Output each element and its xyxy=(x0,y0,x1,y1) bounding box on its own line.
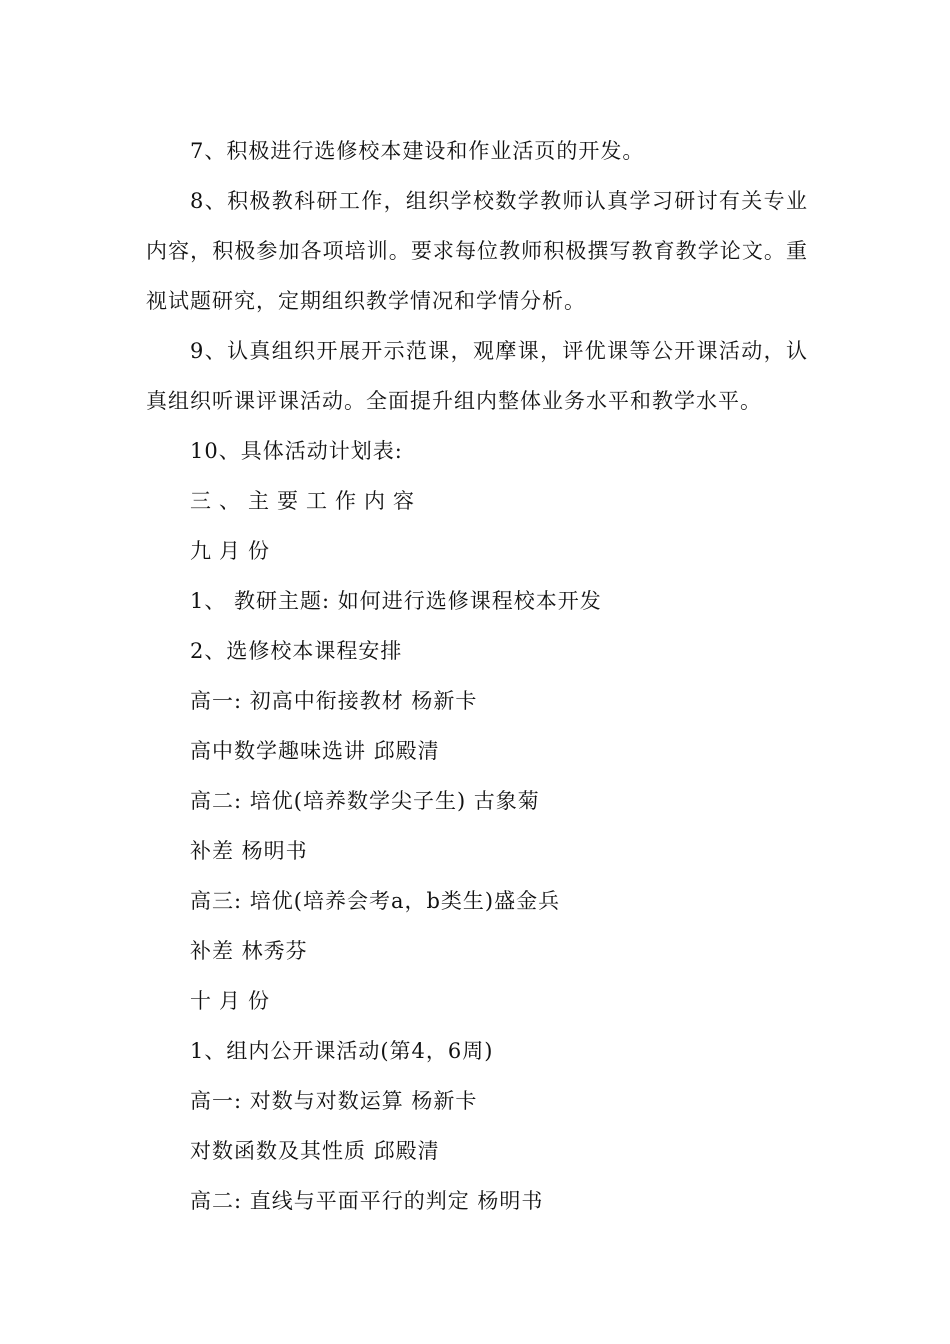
october-grade-2-lesson-a: 高二: 直线与平面平行的判定 杨明书 xyxy=(190,1189,544,1213)
month-heading-september: 九月份 xyxy=(190,539,277,563)
paragraph-item-7: 7、积极进行选修校本建设和作业活页的开发。 xyxy=(190,139,645,163)
grade-1-course-a: 高一: 初高中衔接教材 杨新卡 xyxy=(190,689,478,713)
section-heading-main-work: 三、主要工作内容 xyxy=(190,489,422,513)
paragraph-item-8: 8、积极教科研工作，组织学校数学教师认真学习研讨有关专业内容，积极参加各项培训。要求每位教师积极撰写教育教学论文。重视试题研究，定期组织教学情况和学情分析。 xyxy=(146,189,808,313)
grade-1-course-b: 高中数学趣味选讲 邱殿清 xyxy=(190,739,440,763)
october-item-1: 1、组内公开课活动(第4，6周) xyxy=(190,1039,494,1063)
document-body xyxy=(146,126,808,1226)
grade-3-course-b: 补差 林秀芬 xyxy=(190,939,308,963)
grade-2-course-a: 高二: 培优(培养数学尖子生) 古象菊 xyxy=(190,789,540,813)
paragraph-item-9: 9、认真组织开展开示范课，观摩课，评优课等公开课活动，认真组织听课评课活动。全面提升组内整体业务水平和教学水平。 xyxy=(146,339,808,413)
october-grade-1-lesson-a: 高一: 对数与对数运算 杨新卡 xyxy=(190,1089,478,1113)
september-item-1: 1、 教研主题: 如何进行选修课程校本开发 xyxy=(190,589,602,613)
grade-2-course-b: 补差 杨明书 xyxy=(190,839,308,863)
grade-3-course-a: 高三: 培优(培养会考a，b类生)盛金兵 xyxy=(190,889,561,913)
october-grade-1-lesson-b: 对数函数及其性质 邱殿清 xyxy=(190,1139,440,1163)
september-item-2: 2、选修校本课程安排 xyxy=(190,639,403,663)
month-heading-october: 十月份 xyxy=(190,989,277,1013)
paragraph-item-10: 10、具体活动计划表: xyxy=(190,439,403,463)
